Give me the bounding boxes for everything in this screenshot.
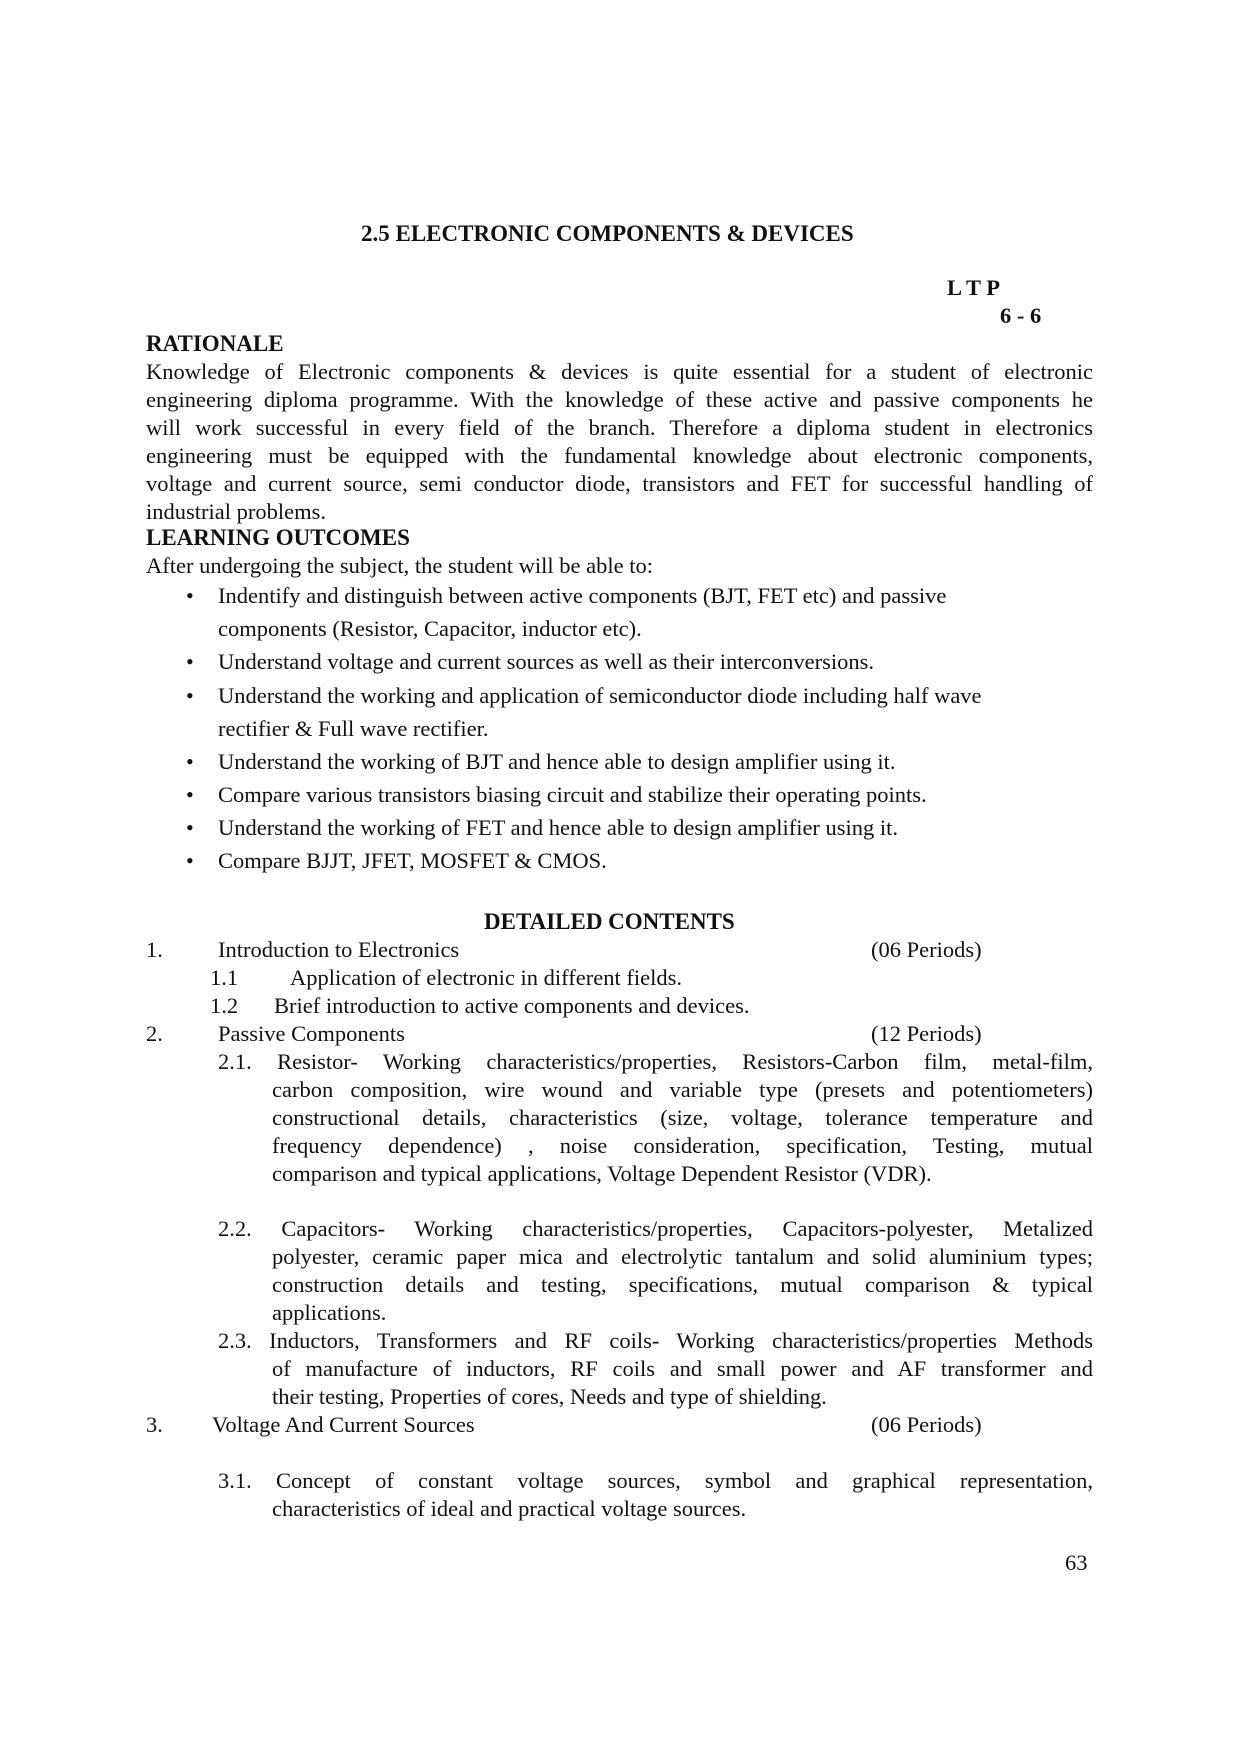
subsection-line: characteristics of ideal and practical voltage sources. xyxy=(272,1496,747,1521)
unit-title: Voltage And Current Sources xyxy=(212,1412,475,1437)
rationale-text xyxy=(146,358,1093,526)
subsection-3-1 xyxy=(218,1467,1093,1523)
unit-number: 2. xyxy=(146,1021,163,1046)
unit-title: Passive Components xyxy=(218,1021,405,1046)
subsection-line: 2.1. Resistor- Working characteristics/properties, Resistors-Carbon film, metal-film, xyxy=(218,1049,1093,1074)
subsection-line: 2.2. Capacitors- Working characteristics/properties, Capacitors-polyester, Metalized xyxy=(218,1216,1093,1241)
bullet-icon: • xyxy=(186,782,194,807)
rationale-line: Knowledge of Electronic components & devices is quite essential for a student of electronic xyxy=(146,359,1093,384)
outcome-item-continuation: components (Resistor, Capacitor, inductor etc). xyxy=(218,616,642,641)
outcome-item: Indentify and distinguish between active components (BJT, FET etc) and passive xyxy=(218,583,947,608)
unit-periods: (06 Periods) xyxy=(871,937,982,962)
outcome-item: Understand voltage and current sources as well as their interconversions. xyxy=(218,649,875,674)
subsection-number: 1.2 xyxy=(210,993,239,1018)
subsection-line: 2.3. Inductors, Transformers and RF coils- Working characteristics/properties Methods xyxy=(218,1328,1093,1353)
subsection-line: their testing, Properties of cores, Needs and type of shielding. xyxy=(272,1384,827,1409)
page-title: 2.5 ELECTRONIC COMPONENTS & DEVICES xyxy=(361,221,854,246)
ltp-header: L T P xyxy=(947,275,1000,300)
rationale-line: engineering diploma programme. With the knowledge of these active and passive components he xyxy=(146,387,1093,412)
rationale-heading: RATIONALE xyxy=(146,331,284,356)
subsection-line: of manufacture of inductors, RF coils and small power and AF transformer and xyxy=(272,1356,1093,1381)
outcome-item: Understand the working of FET and hence able to design amplifier using it. xyxy=(218,815,899,840)
subsection-line: comparison and typical applications, Voltage Dependent Resistor (VDR). xyxy=(272,1161,932,1186)
bullet-icon: • xyxy=(186,749,194,774)
rationale-line: industrial problems. xyxy=(146,499,326,524)
subsection-line: constructional details, characteristics (size, voltage, tolerance temperature and xyxy=(272,1105,1093,1130)
subsection-line: construction details and testing, specifications, mutual comparison & typical xyxy=(272,1272,1093,1297)
learning-outcomes-intro: After undergoing the subject, the student will be able to: xyxy=(146,553,653,578)
subsection-number: 1.1 xyxy=(210,965,239,990)
rationale-line: voltage and current source, semi conductor diode, transistors and FET for successful handling of xyxy=(146,471,1093,496)
unit-number: 3. xyxy=(146,1412,163,1437)
bullet-icon: • xyxy=(186,683,194,708)
bullet-icon: • xyxy=(186,815,194,840)
unit-periods: (12 Periods) xyxy=(871,1021,982,1046)
subsection-2-2 xyxy=(218,1215,1093,1327)
subsection-line: applications. xyxy=(272,1300,387,1325)
subsection-2-3 xyxy=(218,1327,1093,1411)
rationale-line: will work successful in every field of the branch. Therefore a diploma student in electronics xyxy=(146,415,1093,440)
ltp-values: 6 - 6 xyxy=(1000,303,1042,328)
subsection-line: frequency dependence) , noise consideration, specification, Testing, mutual xyxy=(272,1133,1093,1158)
unit-periods: (06 Periods) xyxy=(871,1412,982,1437)
outcome-item-continuation: rectifier & Full wave rectifier. xyxy=(218,716,489,741)
subsection-text: Brief introduction to active components and devices. xyxy=(274,993,750,1018)
bullet-icon: • xyxy=(186,583,194,608)
unit-number: 1. xyxy=(146,937,163,962)
outcome-item: Compare BJJT, JFET, MOSFET & CMOS. xyxy=(218,848,607,873)
outcome-item: Understand the working and application of semiconductor diode including half wave xyxy=(218,683,982,708)
unit-title: Introduction to Electronics xyxy=(218,937,460,962)
rationale-line: engineering must be equipped with the fundamental knowledge about electronic components, xyxy=(146,443,1093,468)
outcome-item: Compare various transistors biasing circuit and stabilize their operating points. xyxy=(218,782,927,807)
bullet-icon: • xyxy=(186,649,194,674)
learning-outcomes-heading: LEARNING OUTCOMES xyxy=(146,525,410,550)
subsection-text: Application of electronic in different fields. xyxy=(290,965,682,990)
subsection-line: carbon composition, wire wound and variable type (presets and potentiometers) xyxy=(272,1077,1093,1102)
bullet-icon: • xyxy=(186,848,194,873)
page-number: 63 xyxy=(1065,1550,1088,1575)
outcome-item: Understand the working of BJT and hence able to design amplifier using it. xyxy=(218,749,896,774)
subsection-2-1 xyxy=(218,1048,1093,1188)
detailed-contents-heading: DETAILED CONTENTS xyxy=(484,909,735,934)
subsection-line: 3.1. Concept of constant voltage sources, symbol and graphical representation, xyxy=(218,1468,1093,1493)
subsection-line: polyester, ceramic paper mica and electrolytic tantalum and solid aluminium types; xyxy=(272,1244,1093,1269)
